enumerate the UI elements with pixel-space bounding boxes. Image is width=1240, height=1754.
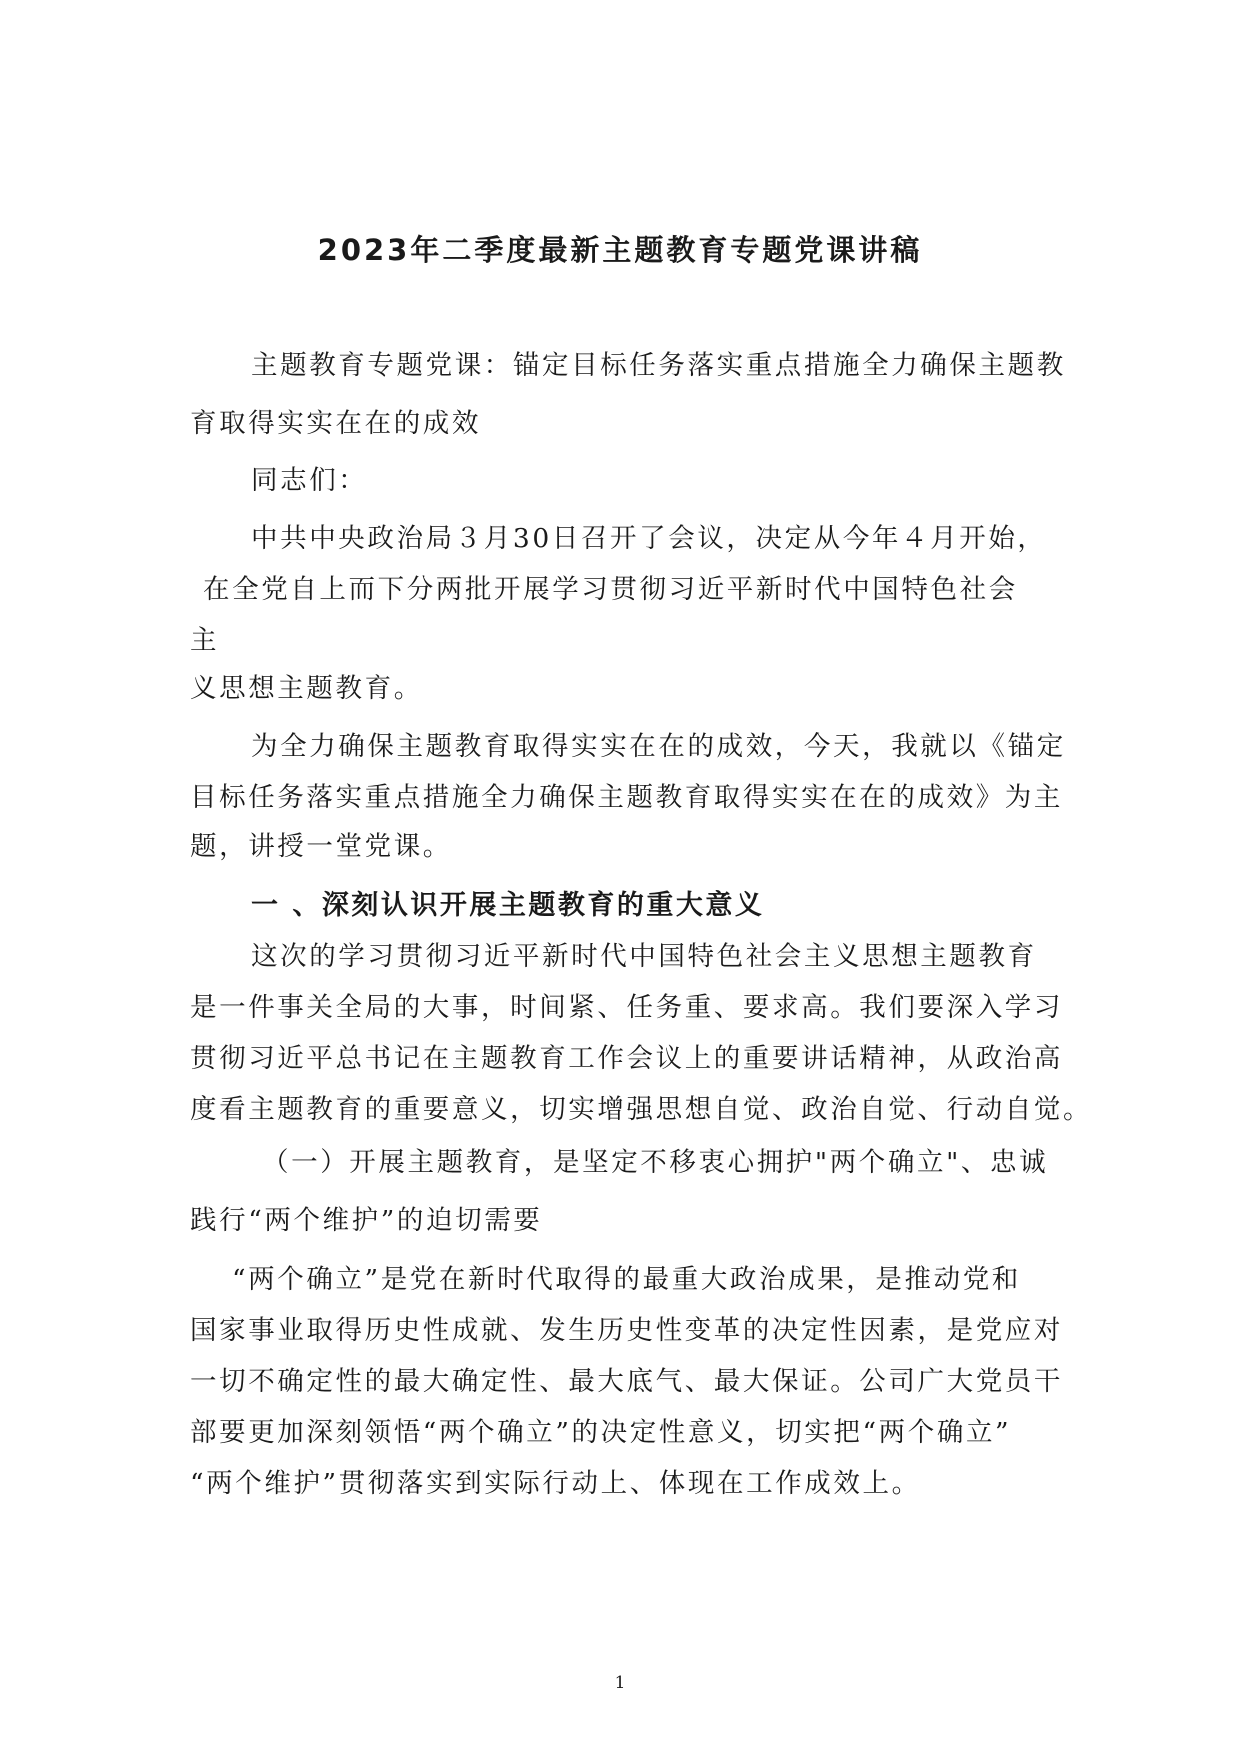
paragraph-3-line-1: 这次的学习贯彻习近平新时代中国特色社会主义思想主题教育	[251, 941, 1037, 972]
salutation: 同志们：	[251, 465, 368, 496]
paragraph-1-line-4: 义思想主题教育。	[190, 673, 423, 704]
paragraph-4-line-1: “两个确立”是党在新时代取得的最重大政治成果，是推动党和	[232, 1264, 1021, 1295]
document-title: 2023年二季度最新主题教育专题党课讲稿	[317, 233, 923, 267]
paragraph-1-line-3: 主	[190, 625, 220, 656]
subsection-1-heading-line-2: 践行“两个维护”的迫切需要	[190, 1205, 543, 1236]
paragraph-2-line-2: 目标任务落实重点措施全力确保主题教育取得实实在在的成效》为主	[190, 782, 1063, 813]
subsection-1-heading-line-1: （一）开展主题教育，是坚定不移衷心拥护"两个确立"、忠诚	[262, 1147, 1049, 1178]
paragraph-3-line-2: 是一件事关全局的大事，时间紧、任务重、要求高。我们要深入学习	[190, 992, 1063, 1023]
paragraph-2-line-3: 题，讲授一堂党课。	[190, 831, 452, 862]
paragraph-2-line-1: 为全力确保主题教育取得实实在在的成效，今天，我就以《锚定	[251, 731, 1066, 762]
subtitle-line-1: 主题教育专题党课：锚定目标任务落实重点措施全力确保主题教	[251, 350, 1066, 381]
paragraph-1-line-2: 在全党自上而下分两批开展学习贯彻习近平新时代中国特色社会	[203, 574, 1018, 605]
section-1-heading: 一 、深刻认识开展主题教育的重大意义	[251, 890, 765, 921]
paragraph-3-line-4: 度看主题教育的重要意义，切实增强思想自觉、政治自觉、行动自觉。	[190, 1094, 1093, 1125]
paragraph-4-line-4: 部要更加深刻领悟“两个确立”的决定性意义，切实把“两个确立”	[190, 1417, 1012, 1448]
paragraph-1-line-1: 中共中央政治局３月30日召开了会议，决定从今年４月开始，	[251, 523, 1047, 554]
paragraph-4-line-2: 国家事业取得历史性成就、发生历史性变革的决定性因素，是党应对	[190, 1315, 1063, 1346]
paragraph-4-line-3: 一切不确定性的最大确定性、最大底气、最大保证。公司广大党员干	[190, 1366, 1063, 1397]
page-number: 1	[614, 1673, 626, 1693]
subtitle-line-2: 育取得实实在在的成效	[190, 408, 481, 439]
paragraph-4-line-5: “两个维护”贯彻落实到实际行动上、体现在工作成效上。	[190, 1468, 921, 1499]
paragraph-3-line-3: 贯彻习近平总书记在主题教育工作会议上的重要讲话精神，从政治高	[190, 1043, 1063, 1074]
